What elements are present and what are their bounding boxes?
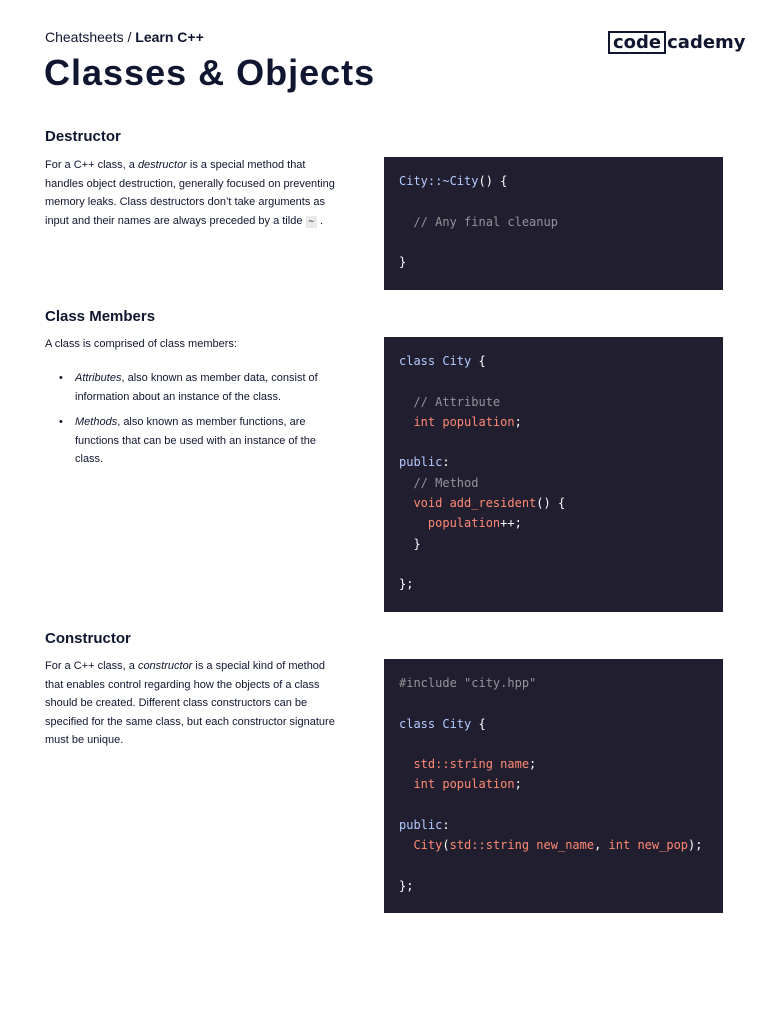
code-token: : <box>442 818 450 833</box>
code-token <box>399 476 413 490</box>
code-token: public <box>399 455 443 470</box>
list-item <box>75 413 335 469</box>
code-line <box>399 774 708 794</box>
code-line <box>399 734 708 754</box>
list-item-text: , also known as member data, consist of information about an instance of the class. <box>75 372 318 403</box>
code-token: // Method <box>413 475 479 490</box>
code-block-constructor <box>384 659 723 913</box>
code-token: int population <box>413 777 515 792</box>
code-token: : <box>442 455 450 470</box>
code-line <box>399 835 708 855</box>
code-token <box>399 395 413 409</box>
code-token <box>399 516 428 530</box>
page-title: Classes & Objects <box>44 52 376 93</box>
destructor-desc-part: . <box>316 214 324 227</box>
section-title-destructor: Destructor <box>45 128 121 145</box>
code-line <box>399 693 708 713</box>
code-token: ++; <box>500 516 522 531</box>
code-token: std::string new_name <box>449 838 595 853</box>
code-block-class-members <box>384 337 723 612</box>
code-line <box>399 534 708 554</box>
code-token: public <box>399 818 443 833</box>
code-line <box>399 754 708 774</box>
code-token: () { <box>536 496 566 511</box>
code-line <box>399 574 708 594</box>
code-token: { <box>471 716 486 731</box>
code-token: void add_resident <box>413 496 537 511</box>
code-token <box>399 838 413 852</box>
code-token <box>399 496 413 510</box>
breadcrumb-link[interactable]: Cheatsheets / <box>45 29 132 45</box>
code-token: }; <box>399 878 414 893</box>
list-item-term: Methods <box>75 416 118 428</box>
breadcrumb <box>45 29 204 45</box>
code-token: City::~City <box>399 174 479 188</box>
tilde-inline-code: ~ <box>306 216 317 228</box>
code-token: // Attribute <box>413 394 501 409</box>
code-token: ); <box>688 838 703 853</box>
code-token: ; <box>514 777 522 792</box>
code-line <box>399 432 708 452</box>
code-line <box>399 351 708 371</box>
code-line <box>399 493 708 513</box>
code-token: class City <box>399 716 472 731</box>
destructor-term: destructor <box>137 159 187 171</box>
code-token: std::string name <box>413 757 530 772</box>
section-title-constructor: Constructor <box>45 630 131 647</box>
code-token <box>399 415 413 429</box>
code-line <box>399 412 708 432</box>
destructor-desc-part: is a special method that handles object destruction, generally focused on preventing memory leaks. Class destructors don’t take arguments as input and their names are always preceded by a tilde <box>45 159 335 227</box>
code-token <box>399 777 413 791</box>
section-title-class-members: Class Members <box>45 308 156 325</box>
code-token <box>399 215 413 229</box>
code-token: ( <box>442 838 450 853</box>
code-line <box>399 876 708 896</box>
code-line <box>399 452 708 472</box>
code-line <box>399 714 708 734</box>
constructor-description <box>45 657 335 750</box>
destructor-desc-part: For a C++ class, a <box>45 159 138 171</box>
logo-code-box: code <box>608 31 666 54</box>
code-line <box>399 795 708 815</box>
code-line <box>399 392 708 412</box>
code-line <box>399 252 708 272</box>
code-line <box>399 371 708 391</box>
class-members-list <box>75 369 335 476</box>
code-line <box>399 554 708 574</box>
code-token: int population <box>413 414 515 429</box>
code-line <box>399 473 708 493</box>
code-token: } <box>399 255 407 270</box>
code-line <box>399 171 708 191</box>
code-line <box>399 232 708 252</box>
constructor-term: constructor <box>137 660 193 672</box>
code-line <box>399 673 708 693</box>
code-token: , <box>594 838 609 853</box>
code-token <box>399 757 413 771</box>
code-token: { <box>471 354 486 368</box>
code-token: } <box>399 536 421 551</box>
code-line <box>399 212 708 232</box>
breadcrumb-current[interactable]: Learn C++ <box>135 29 204 45</box>
constructor-desc-part: For a C++ class, a <box>45 660 138 672</box>
code-token: int new_pop <box>608 838 689 853</box>
code-line <box>399 856 708 876</box>
code-token: #include "city.hpp" <box>399 676 537 690</box>
code-token: ; <box>514 414 522 429</box>
list-item <box>75 369 335 406</box>
code-token: // Any final cleanup <box>413 214 558 229</box>
list-item-term: Attributes <box>75 372 122 384</box>
logo-cademy-text: cademy <box>667 32 746 53</box>
code-token: ; <box>529 757 537 772</box>
class-members-intro: A class is comprised of class members: <box>45 338 237 350</box>
code-token: }; <box>399 577 414 592</box>
code-line <box>399 513 708 533</box>
code-block-destructor <box>384 157 723 290</box>
code-token: population <box>427 516 501 531</box>
destructor-description <box>45 156 335 231</box>
codecademy-logo[interactable] <box>608 31 746 54</box>
code-token: City <box>413 838 443 853</box>
code-line <box>399 191 708 211</box>
code-token: class City <box>399 354 472 368</box>
list-item-text: , also known as member functions, are functions that can be used with an instance of the class. <box>75 416 316 465</box>
constructor-desc-part: is a special kind of method that enables control regarding how the objects of a class should be created. Different class constructors can be specified for the same class, but each constructor signature must be unique. <box>45 660 335 746</box>
code-line <box>399 815 708 835</box>
code-token: () { <box>478 174 508 188</box>
